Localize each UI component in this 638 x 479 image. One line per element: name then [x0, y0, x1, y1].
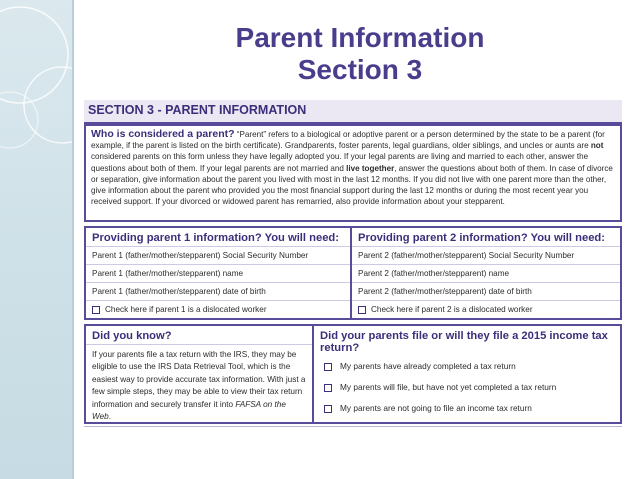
parent-1-heading: Providing parent 1 information? You will need:	[92, 232, 339, 244]
tax-option-completed	[314, 356, 620, 377]
tax-option-not-filing	[314, 398, 620, 419]
who-text-1: “Parent” refers to a biological or adoptive parent or a person determined by the state to be a parent (for example, if the parent is listed on the birth certificate). Grandparents, foster parents, legal guardians, older siblings, and uncles or aunts are	[91, 130, 605, 151]
parent-2-ssn: Parent 2 (father/mother/stepparent) Social Security Number	[352, 246, 620, 264]
parent-1-dislocated-row	[86, 300, 350, 318]
did-you-know-heading: Did you know?	[92, 330, 172, 342]
tax-option-completed-label: My parents have already completed a tax return	[340, 361, 516, 371]
fafsa-on-the-web-text: FAFSA on the Web	[92, 399, 286, 422]
parent-2-dislocated-row	[352, 300, 620, 318]
section-header	[84, 100, 622, 124]
form-cut-line	[84, 426, 622, 427]
decorative-circles-icon	[0, 0, 72, 479]
parent-1-dislocated-label: Check here if parent 1 is a dislocated worker	[105, 305, 267, 314]
who-is-parent-heading: Who is considered a parent?	[91, 128, 235, 140]
parent-1-box	[84, 226, 352, 320]
did-you-know-text-b: .	[108, 412, 111, 422]
tax-option-not-filing-label: My parents are not going to file an income tax return	[340, 403, 532, 413]
parent-2-heading: Providing parent 2 information? You will need:	[358, 232, 605, 244]
who-text-3: , answer the questions about both of them. In case of divorce or separation, give information about the parent you lived with most in the last 12 months. If you did not live with one parent more than the other, give information about the parent who provided you the most financial support during the last 12 months or during the most recent year you received support. If your divorced or widowed parent has remarried, also provide information about your stepparent.	[91, 163, 613, 207]
form-image	[84, 100, 622, 430]
tax-option-will-file-label: My parents will file, but have not yet completed a tax return	[340, 382, 557, 392]
section-header-label: SECTION 3 - PARENT INFORMATION	[88, 103, 307, 117]
who-text-2: considered parents on this form unless they have legally adopted you. If your legal parents are living and married to each other, answer the questions about both of them. If your legal parents are not married and	[91, 152, 589, 173]
did-you-know-text	[86, 344, 312, 427]
parent-2-dislocated-label: Check here if parent 2 is a dislocated worker	[371, 305, 533, 314]
checkbox-icon	[324, 363, 332, 371]
who-bold-live-together: live together	[346, 163, 395, 173]
slide-title-line-2: Section 3	[297, 54, 423, 85]
tax-return-box	[312, 324, 622, 424]
did-you-know-box	[84, 324, 314, 424]
tax-return-heading: Did your parents file or will they file a 2015 income tax return?	[320, 330, 608, 354]
tax-option-will-file	[314, 377, 620, 398]
checkbox-icon	[92, 306, 100, 314]
checkbox-icon	[324, 384, 332, 392]
slide-title	[150, 22, 570, 86]
checkbox-icon	[324, 405, 332, 413]
parent-1-ssn: Parent 1 (father/mother/stepparent) Social Security Number	[86, 246, 350, 264]
checkbox-icon	[358, 306, 366, 314]
did-you-know-text-a: If your parents file a tax return with the IRS, they may be eligible to use the IRS Data Retrieval Tool, which is the easiest way to provide accurate tax information. With just a few simple steps, they may be able to view their tax return information and securely transfer it into	[92, 350, 306, 409]
decorative-side-band	[0, 0, 72, 479]
parent-2-name: Parent 2 (father/mother/stepparent) name	[352, 264, 620, 282]
parent-1-dob: Parent 1 (father/mother/stepparent) date of birth	[86, 282, 350, 300]
parent-2-dob: Parent 2 (father/mother/stepparent) date of birth	[352, 282, 620, 300]
who-is-parent-box	[84, 124, 622, 222]
slide-title-line-1: Parent Information	[235, 22, 485, 53]
band-divider	[72, 0, 74, 479]
parent-1-name: Parent 1 (father/mother/stepparent) name	[86, 264, 350, 282]
parent-2-box	[350, 226, 622, 320]
who-bold-not: not	[590, 141, 604, 151]
